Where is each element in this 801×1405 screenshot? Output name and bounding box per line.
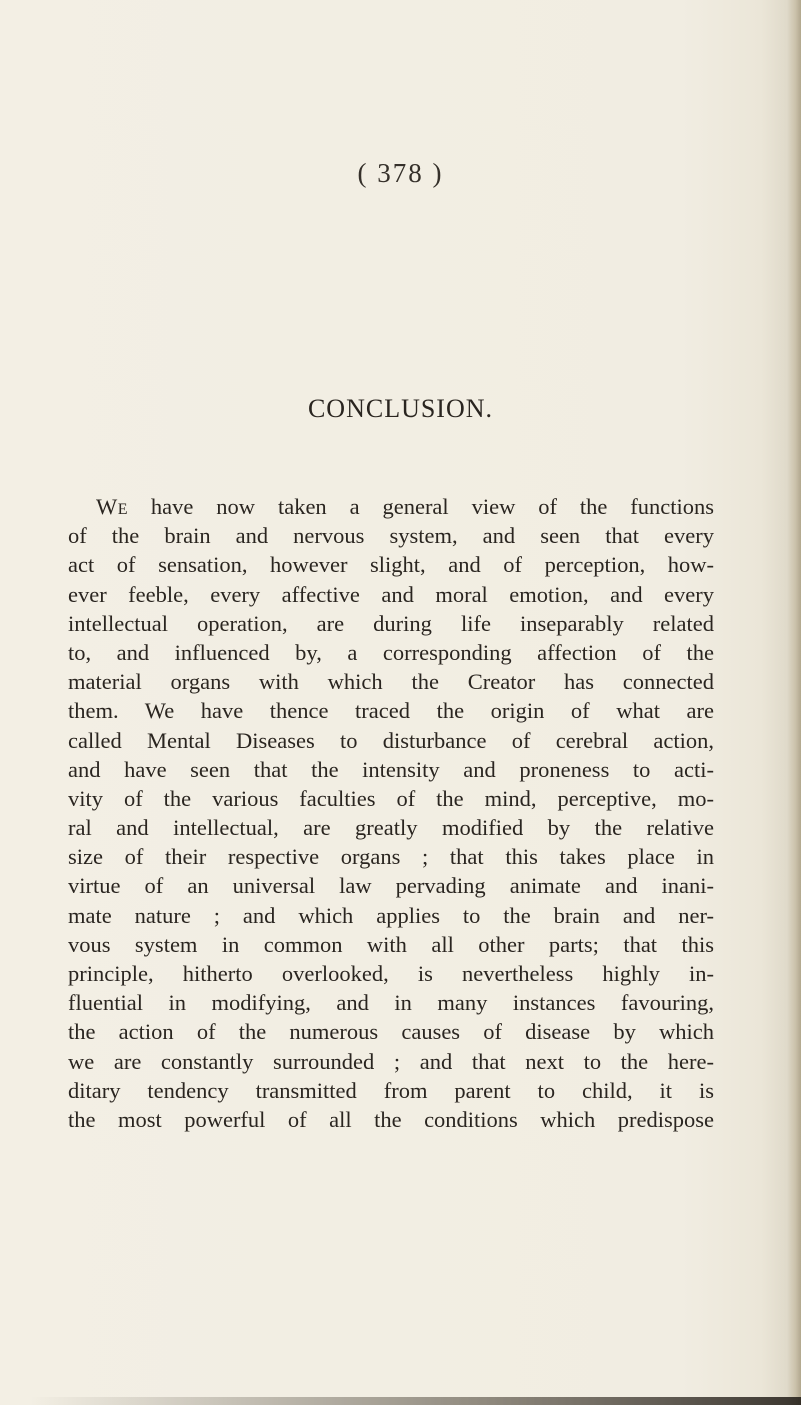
text-line: the most powerful of all the conditions which predispose xyxy=(68,1106,714,1132)
page-bottom-shadow xyxy=(30,1397,801,1405)
text-line: we are constantly surrounded ; and that next to the here- xyxy=(68,1048,714,1074)
text-line: ral and intellectual, are greatly modified by the relative xyxy=(68,815,714,841)
text-line: vity of the various faculties of the mind, perceptive, mo- xyxy=(68,785,714,811)
text-line: material organs with which the Creator has connected xyxy=(68,669,714,695)
text-line: ever feeble, every affective and moral emotion, and every xyxy=(68,581,714,607)
text-line: vous system in common with all other parts; that this xyxy=(68,931,714,957)
text-line: intellectual operation, are during life inseparably related xyxy=(68,610,714,636)
body-paragraph xyxy=(68,492,714,1134)
text-line: of the brain and nervous system, and seen that every xyxy=(68,523,714,549)
text-line: act of sensation, however slight, and of perception, how- xyxy=(68,552,714,578)
text-line: We have now taken a general view of the functions xyxy=(96,494,714,519)
chapter-heading: CONCLUSION. xyxy=(307,394,494,423)
small-caps-opening: We xyxy=(96,494,129,519)
text-line: size of their respective organs ; that this takes place in xyxy=(68,844,714,870)
text-line: mate nature ; and which applies to the brain and ner- xyxy=(68,902,714,928)
text-line: them. We have thence traced the origin of what are xyxy=(68,698,714,724)
text-line: virtue of an universal law pervading animate and inani- xyxy=(68,873,714,899)
text-line: principle, hitherto overlooked, is nevertheless highly in- xyxy=(68,961,714,986)
text-line: and have seen that the intensity and proneness to acti- xyxy=(68,756,714,782)
text-line: the action of the numerous causes of disease by which xyxy=(68,1019,714,1045)
page-edge-shadow xyxy=(787,0,801,1405)
text-line: called Mental Diseases to disturbance of cerebral action, xyxy=(68,727,714,753)
text-line: fluential in modifying, and in many instances favouring, xyxy=(68,990,714,1016)
text-line: ditary tendency transmitted from parent to child, it is xyxy=(68,1077,714,1103)
page-number: ( 378 ) xyxy=(357,158,444,188)
text-line: to, and influenced by, a corresponding affection of the xyxy=(68,639,714,665)
